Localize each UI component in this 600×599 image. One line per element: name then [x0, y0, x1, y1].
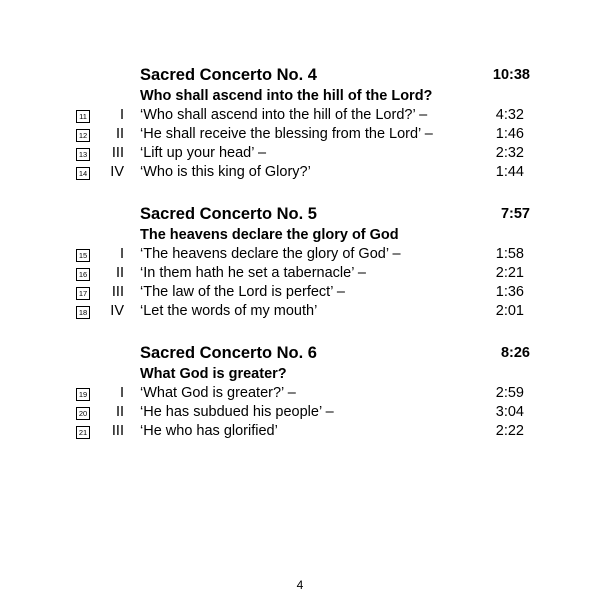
concerto-subtitle: The heavens declare the glory of God — [140, 227, 399, 243]
track-title: ‘What God is greater?’ – — [140, 385, 296, 401]
track-number: 19 — [76, 388, 90, 401]
track-number: 14 — [76, 167, 90, 180]
track-title: ‘In them hath he set a tabernacle’ – — [140, 265, 366, 281]
concerto-header — [140, 344, 530, 366]
track-number: 21 — [76, 426, 90, 439]
movement-number: I — [119, 385, 124, 401]
track-number: 11 — [76, 110, 90, 123]
movement-number: III — [111, 145, 124, 161]
movement-number: IV — [110, 303, 124, 319]
track-duration: 1:36 — [495, 284, 524, 300]
movement-number: II — [115, 126, 124, 142]
track-title: ‘He has subdued his people’ – — [140, 404, 334, 420]
track-row — [0, 423, 600, 442]
movement-number: I — [119, 107, 124, 123]
track-row — [0, 404, 600, 423]
concerto-duration: 10:38 — [492, 67, 530, 83]
track-duration: 2:01 — [495, 303, 524, 319]
movement-number: I — [119, 246, 124, 262]
track-number: 13 — [76, 148, 90, 161]
movement-number: III — [111, 284, 124, 300]
track-title: ‘He shall receive the blessing from the Lord’ – — [140, 126, 433, 142]
track-row — [0, 284, 600, 303]
page-number: 4 — [296, 578, 304, 592]
track-row — [0, 164, 600, 183]
track-duration: 4:32 — [495, 107, 524, 123]
track-title: ‘Who shall ascend into the hill of the Lord?’ – — [140, 107, 428, 123]
track-row — [0, 265, 600, 284]
movement-number: II — [115, 265, 124, 281]
track-number: 17 — [76, 287, 90, 300]
track-title: ‘Who is this king of Glory?’ — [140, 164, 311, 180]
concerto-title: Sacred Concerto No. 5 — [140, 205, 317, 223]
concerto-header — [140, 66, 530, 88]
movement-number: III — [111, 423, 124, 439]
track-duration: 1:44 — [495, 164, 524, 180]
track-row — [0, 246, 600, 265]
track-duration: 1:46 — [495, 126, 524, 142]
concerto-title: Sacred Concerto No. 4 — [140, 66, 317, 84]
track-number: 15 — [76, 249, 90, 262]
track-row — [0, 107, 600, 126]
concerto-subtitle: Who shall ascend into the hill of the Lord? — [140, 88, 433, 104]
track-row — [0, 385, 600, 404]
track-number: 20 — [76, 407, 90, 420]
movement-number: II — [115, 404, 124, 420]
track-title: ‘The heavens declare the glory of God’ – — [140, 246, 401, 262]
track-duration: 3:04 — [495, 404, 524, 420]
concerto-duration: 8:26 — [500, 345, 530, 361]
track-title: ‘Lift up your head’ – — [140, 145, 267, 161]
track-number: 16 — [76, 268, 90, 281]
track-number: 12 — [76, 129, 90, 142]
concerto-duration: 7:57 — [500, 206, 530, 222]
track-title: ‘Let the words of my mouth’ — [140, 303, 318, 319]
track-title: ‘He who has glorified’ — [140, 423, 278, 439]
track-duration: 2:32 — [495, 145, 524, 161]
track-duration: 2:22 — [495, 423, 524, 439]
track-row — [0, 145, 600, 164]
track-duration: 1:58 — [495, 246, 524, 262]
movement-number: IV — [110, 164, 124, 180]
track-row — [0, 303, 600, 322]
concerto-header — [140, 205, 530, 227]
concerto-subtitle: What God is greater? — [140, 366, 287, 382]
track-number: 18 — [76, 306, 90, 319]
concerto-title: Sacred Concerto No. 6 — [140, 344, 317, 362]
track-duration: 2:59 — [495, 385, 524, 401]
track-row — [0, 126, 600, 145]
track-duration: 2:21 — [495, 265, 524, 281]
track-title: ‘The law of the Lord is perfect’ – — [140, 284, 345, 300]
